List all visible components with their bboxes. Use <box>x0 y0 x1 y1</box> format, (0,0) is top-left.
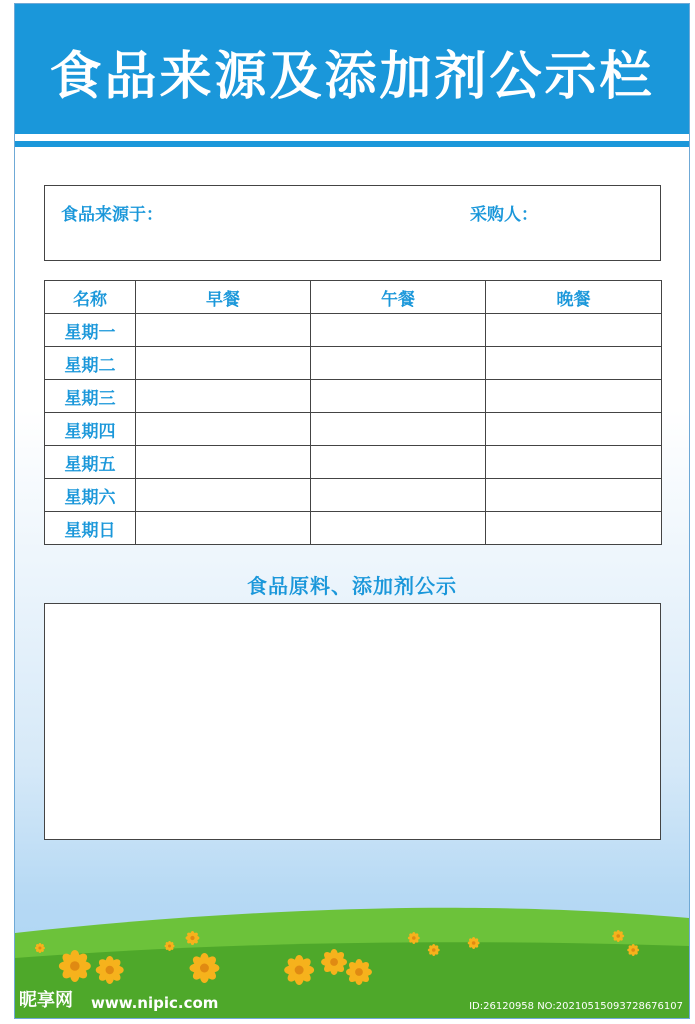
flower-icon <box>428 944 440 956</box>
flower-icon <box>59 950 91 982</box>
flower-icon <box>185 931 199 945</box>
meal-cell <box>136 380 311 413</box>
meal-cell <box>311 347 486 380</box>
flower-icon <box>612 930 624 942</box>
day-label: 星期一 <box>45 314 136 347</box>
column-header: 晚餐 <box>486 281 662 314</box>
column-header: 名称 <box>45 281 136 314</box>
day-label: 星期日 <box>45 512 136 545</box>
day-label: 星期二 <box>45 347 136 380</box>
table-row <box>45 347 662 380</box>
watermark-brand: 昵享网 <box>19 990 73 1011</box>
watermark-url: www.nipic.com <box>91 994 219 1012</box>
flower-icon <box>96 956 124 984</box>
flower-icon <box>627 944 639 956</box>
column-header: 午餐 <box>311 281 486 314</box>
meal-cell <box>486 512 662 545</box>
meal-cell <box>486 446 662 479</box>
header-banner <box>15 4 689 134</box>
table-row <box>45 479 662 512</box>
meal-cell <box>311 413 486 446</box>
additive-notice-box <box>44 603 661 840</box>
meal-cell <box>486 479 662 512</box>
meal-cell <box>311 479 486 512</box>
table-row <box>45 446 662 479</box>
flower-icon <box>408 932 420 944</box>
header-divider <box>15 141 689 147</box>
watermark-id: ID:26120958 NO:20210515093728676107 <box>469 1001 683 1012</box>
meal-cell <box>136 314 311 347</box>
meal-cell <box>486 380 662 413</box>
meal-cell <box>311 380 486 413</box>
table-row <box>45 413 662 446</box>
buyer-label: 采购人： <box>470 205 538 225</box>
table-row <box>45 512 662 545</box>
table-row <box>45 314 662 347</box>
meal-cell <box>486 314 662 347</box>
table-row <box>45 380 662 413</box>
flower-icon <box>35 943 45 953</box>
flower-icon <box>346 959 372 985</box>
column-header: 早餐 <box>136 281 311 314</box>
day-label: 星期五 <box>45 446 136 479</box>
meal-cell <box>311 314 486 347</box>
meal-cell <box>136 512 311 545</box>
food-source-box <box>44 185 661 261</box>
meal-cell <box>136 347 311 380</box>
table-header-row <box>45 281 662 314</box>
flower-icon <box>165 941 175 951</box>
meal-cell <box>311 512 486 545</box>
flower-icon <box>468 937 480 949</box>
meal-cell <box>311 446 486 479</box>
day-label: 星期三 <box>45 380 136 413</box>
meal-cell <box>486 347 662 380</box>
weekly-menu-table <box>44 280 662 545</box>
notice-section-title: 食品原料、添加剂公示 <box>247 574 457 598</box>
page-title: 食品来源及添加剂公示栏 <box>49 47 655 107</box>
meal-cell <box>136 413 311 446</box>
day-label: 星期六 <box>45 479 136 512</box>
day-label: 星期四 <box>45 413 136 446</box>
meal-cell <box>136 446 311 479</box>
flower-icon <box>321 949 347 975</box>
flower-icon <box>284 955 314 985</box>
meal-cell <box>136 479 311 512</box>
flower-icon <box>189 953 219 983</box>
meal-cell <box>486 413 662 446</box>
notice-board <box>14 3 690 1019</box>
food-source-label: 食品来源于： <box>61 205 163 225</box>
